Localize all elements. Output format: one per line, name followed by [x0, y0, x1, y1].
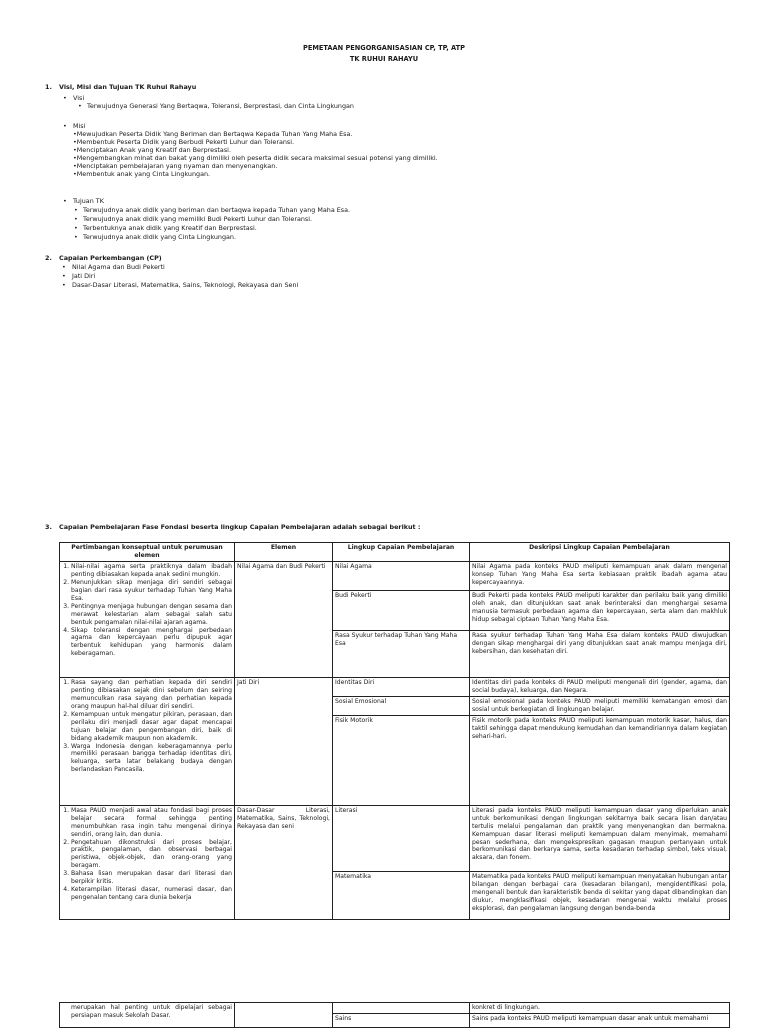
bullet-icon: •: [74, 215, 78, 223]
capaian-table-continued: [59, 1002, 730, 1028]
consideration-item: 1. Masa PAUD menjadi awal atau fondasi bagi proses belajar secara formal sehingga penting menumbuhkan rasa ingin tahu mengenai dirinya sendiri, orang lain, dan dunia.: [71, 807, 232, 839]
element-cell: Nilai Agama dan Budi Pekerti: [235, 561, 333, 677]
table-row: [60, 805, 730, 871]
scope-cell: Fisik Motorik: [333, 715, 470, 805]
misi-item: •Menciptakan Anak yang Kreatif dan Berprestasi.: [73, 146, 231, 154]
cp-item: Nilai Agama dan Budi Pekerti: [72, 263, 165, 271]
consideration-cell: [60, 805, 235, 919]
scope-cell: Sosial Emosional: [333, 696, 470, 715]
description-cell: Fisik motorik pada konteks PAUD meliputi kemampuan motorik kasar, halus, dan taktil sehingga dapat mendukung kemudahan dan kemandiriannya dalam kegiatan sehari-hari.: [470, 715, 730, 805]
bullet-icon: •: [62, 281, 66, 289]
section-2-title: Capaian Perkembangan (CP): [59, 254, 162, 262]
misi-item: •Membentuk Peserta Didik yang Berbudi Pekerti Luhur dan Toleransi.: [73, 138, 295, 146]
section-1-number: 1.: [45, 83, 52, 91]
tujuan-item: Terwujudnya anak didik yang Cinta Lingkungan.: [83, 233, 237, 241]
section-1-title: Visi, Misi dan Tujuan TK Ruhui Rahayu: [59, 83, 197, 91]
consideration-item: 2. Kemampuan untuk mengatur pikiran, perasaan, dan perilaku diri menjadi dasar agar dapat mencapai tujuan belajar dan pengembangan diri, baik di bidang akademik maupun non akademik.: [71, 711, 232, 743]
consideration-item: 4. Sikap toleransi dengan menghargai perbedaan agama dan kepercayaan perlu dipupuk agar terbentuk kehidupan yang harmonis dalam keberagaman.: [71, 627, 232, 659]
bullet-icon: •: [78, 102, 82, 110]
description-cell: konkret di lingkungan.: [470, 1003, 730, 1014]
consideration-item: 1. Rasa sayang dan perhatian kepada diri sendiri penting dibiasakan sejak dini sebelum dan seiring memunculkan rasa sayang dan perhatian kepada orang maupun hal-hal diluar diri sendiri.: [71, 679, 232, 711]
visi-label: Visi: [73, 94, 85, 102]
description-cell: Identitas diri pada konteks di PAUD meliputi mengenali diri (gender, agama, dan social budaya), keluarga, dan Negara.: [470, 677, 730, 696]
visi-item: Terwujudnya Generasi Yang Bertaqwa, Toleransi, Berprestasi, dan Cinta Lingkungan: [87, 102, 354, 110]
element-cell: Jati Diri: [235, 677, 333, 805]
cp-item: Dasar-Dasar Literasi, Matematika, Sains, Teknologi, Rekayasa dan Seni: [72, 281, 299, 289]
table-header-row: [60, 543, 730, 562]
misi-item: •Menciptakan pembelajaran yang nyaman dan menyenangkan.: [73, 162, 278, 170]
description-cell: Literasi pada konteks PAUD meliputi kemampuan dasar yang diperlukan anak untuk berkomunikasi dengan lingkungan sekitarnya baik secara lisan dan/atau tertulis melalui pengalaman dan praktik yang menyenangkan dan bermakna. Kemampuan dasar literasi meliputi kemampuan dalam menyimak, memahami pesan sederhana, dan mengekspresikan gagasan maupun pertanyaan untuk berkomunikasi dan berkarya sama, serta kesadaran terhadap simbol, teks visual, aksara, dan fonem.: [470, 805, 730, 871]
scope-cell: Matematika: [333, 871, 470, 919]
scope-cell: Nilai Agama: [333, 561, 470, 590]
description-cell: Matematika pada konteks PAUD meliputi kemampuan menyatakan hubungan antar bilangan dengan berbagai cara (kesadaran bilangan), mengidentifikasi pola, mengenali bentuk dan karakteristik benda di sekitar yang dapat dibandingkan dan diukur, mengklasifikasi objek, kesadaran mengenai waktu melalui proses eksplorasi, dan pengalaman langsung dengan benda-benda: [470, 871, 730, 919]
section-2-number: 2.: [45, 254, 52, 262]
bullet-icon: •: [62, 272, 66, 280]
description-cell: Sains pada konteks PAUD meliputi kemampuan dasar anak untuk memahami: [470, 1013, 730, 1027]
consideration-item: 1. Nilai-nilai agama serta praktiknya dalam ibadah penting dibiasakan kepada anak sedini mungkin.: [71, 563, 232, 579]
misi-item: •Mewujudkan Peserta Didik Yang Beriman dan Bertaqwa Kepada Tuhan Yang Maha Esa.: [73, 130, 353, 138]
element-cell: Dasar-Dasar Literasi, Matematika, Sains, Teknologi, Rekayasa dan seni: [235, 805, 333, 919]
table-row: [60, 1003, 730, 1014]
misi-item: •Membentuk anak yang Cinta Lingkungan.: [73, 170, 211, 178]
bullet-icon: •: [74, 224, 78, 232]
bullet-icon: •: [62, 263, 66, 271]
capaian-table: [59, 542, 730, 920]
table-row: [60, 677, 730, 696]
bullet-icon: •: [74, 233, 78, 241]
bullet-icon: •: [63, 197, 67, 205]
consideration-cell: [60, 677, 235, 805]
title-line-1: PEMETAAN PENGORGANISASIAN CP, TP, ATP: [303, 44, 465, 52]
consideration-item: 3. Pentingnya menjaga hubungan dengan sesama dan merawat kelestarian alam sebagai salah satu bentuk pengamalan nilai-nilai ajaran agama.: [71, 603, 232, 627]
bullet-icon: •: [74, 206, 78, 214]
misi-item: •Mengembangkan minat dan bakat yang dimiliki oleh peserta didik secara maksimal sesuai potensi yang dimiliki.: [73, 154, 438, 162]
scope-cell: [333, 1003, 470, 1014]
consideration-item: 3. Bahasa lisan merupakan dasar dari literasi dan berpikir kritis.: [71, 870, 232, 886]
tujuan-label: Tujuan TK: [73, 197, 104, 205]
tujuan-item: Terwujudnya anak didik yang beriman dan bertaqwa kepada Tuhan yang Maha Esa.: [83, 206, 351, 214]
scope-cell: Identitas Diri: [333, 677, 470, 696]
consideration-cell: [60, 561, 235, 677]
tujuan-item: Terwujudnya anak didik yang memiliki Budi Pekerti Luhur dan Toleransi.: [83, 215, 313, 223]
scope-cell: Rasa Syukur terhadap Tuhan Yang Maha Esa: [333, 630, 470, 677]
section-3-number: 3.: [45, 523, 52, 531]
description-cell: Budi Pekerti pada konteks PAUD meliputi karakter dan perilaku baik yang dimiliki oleh anak, dan ditunjukkan saat anak berinteraksi dan menghargai sesama manusia termasuk perbedaan agama dan kepercayaan, serta alam dan makhluk hidup sebagai ciptaan Tuhan Yang Maha Esa.: [470, 590, 730, 630]
description-cell: Sosial emosional pada konteks PAUD meliputi memiliki kematangan emosi dan sosial untuk berkegiatan di lingkungan belajar.: [470, 696, 730, 715]
title-line-2: TK RUHUI RAHAYU: [349, 55, 419, 63]
misi-label: Misi: [73, 122, 86, 130]
consideration-item: 2. Menunjukkan sikap menjaga diri sendiri sebagai bagian dari rasa syukur terhadap Tuhan Yang Maha Esa.: [71, 579, 232, 603]
bullet-icon: •: [63, 94, 67, 102]
column-header: Lingkup Capaian Pembelajaran: [333, 543, 470, 562]
description-cell: Rasa syukur terhadap Tuhan Yang Maha Esa dalam konteks PAUD diwujudkan dengan sikap menghargai diri yang ditunjukkan saat anak mampu menjaga diri, kebersihan, dan kesehatan diri.: [470, 630, 730, 677]
column-header: Pertimbangan konseptual untuk perumusan elemen: [60, 543, 235, 562]
document-title: [0, 43, 768, 65]
table-row: [60, 561, 730, 590]
cp-item: Jati Diri: [72, 272, 96, 280]
tujuan-item: Terbentuknya anak didik yang Kreatif dan Berprestasi.: [83, 224, 257, 232]
scope-cell: Budi Pekerti: [333, 590, 470, 630]
consideration-item: 4. Keterampilan literasi dasar, numerasi dasar, dan pengenalan tentang cara dunia bekerja: [71, 886, 232, 902]
scope-cell: Literasi: [333, 805, 470, 871]
column-header: Deskripsi Lingkup Capaian Pembelajaran: [470, 543, 730, 562]
description-cell: Nilai Agama pada konteks PAUD meliputi kemampuan anak dalam mengenal konsep Tuhan Yang Maha Esa serta kebiasaan praktik ibadah agama atau kepercayaannya.: [470, 561, 730, 590]
column-header: Elemen: [235, 543, 333, 562]
consideration-item: 2. Pengetahuan dikonstruksi dari proses belajar, praktik, pengalaman, dan observasi berbagai peristiwa, objek-objek, dan orang-orang yang beragam.: [71, 839, 232, 871]
bullet-icon: •: [63, 122, 67, 130]
scope-cell: Sains: [333, 1013, 470, 1027]
consideration-item: 3. Warga Indonesia dengan keberagamannya perlu memiliki perasaan bangga terhadap identitas diri, keluarga, serta latar belakang budaya dengan berlandaskan Pancasila.: [71, 743, 232, 775]
section-3-title: Capaian Pembelajaran Fase Fondasi beserta lingkup Capaian Pembelajaran adalah sebagai berikut :: [59, 523, 421, 531]
consideration-cell: merupakan hal penting untuk dipelajari sebagai persiapan masuk Sekolah Dasar.: [60, 1003, 235, 1028]
